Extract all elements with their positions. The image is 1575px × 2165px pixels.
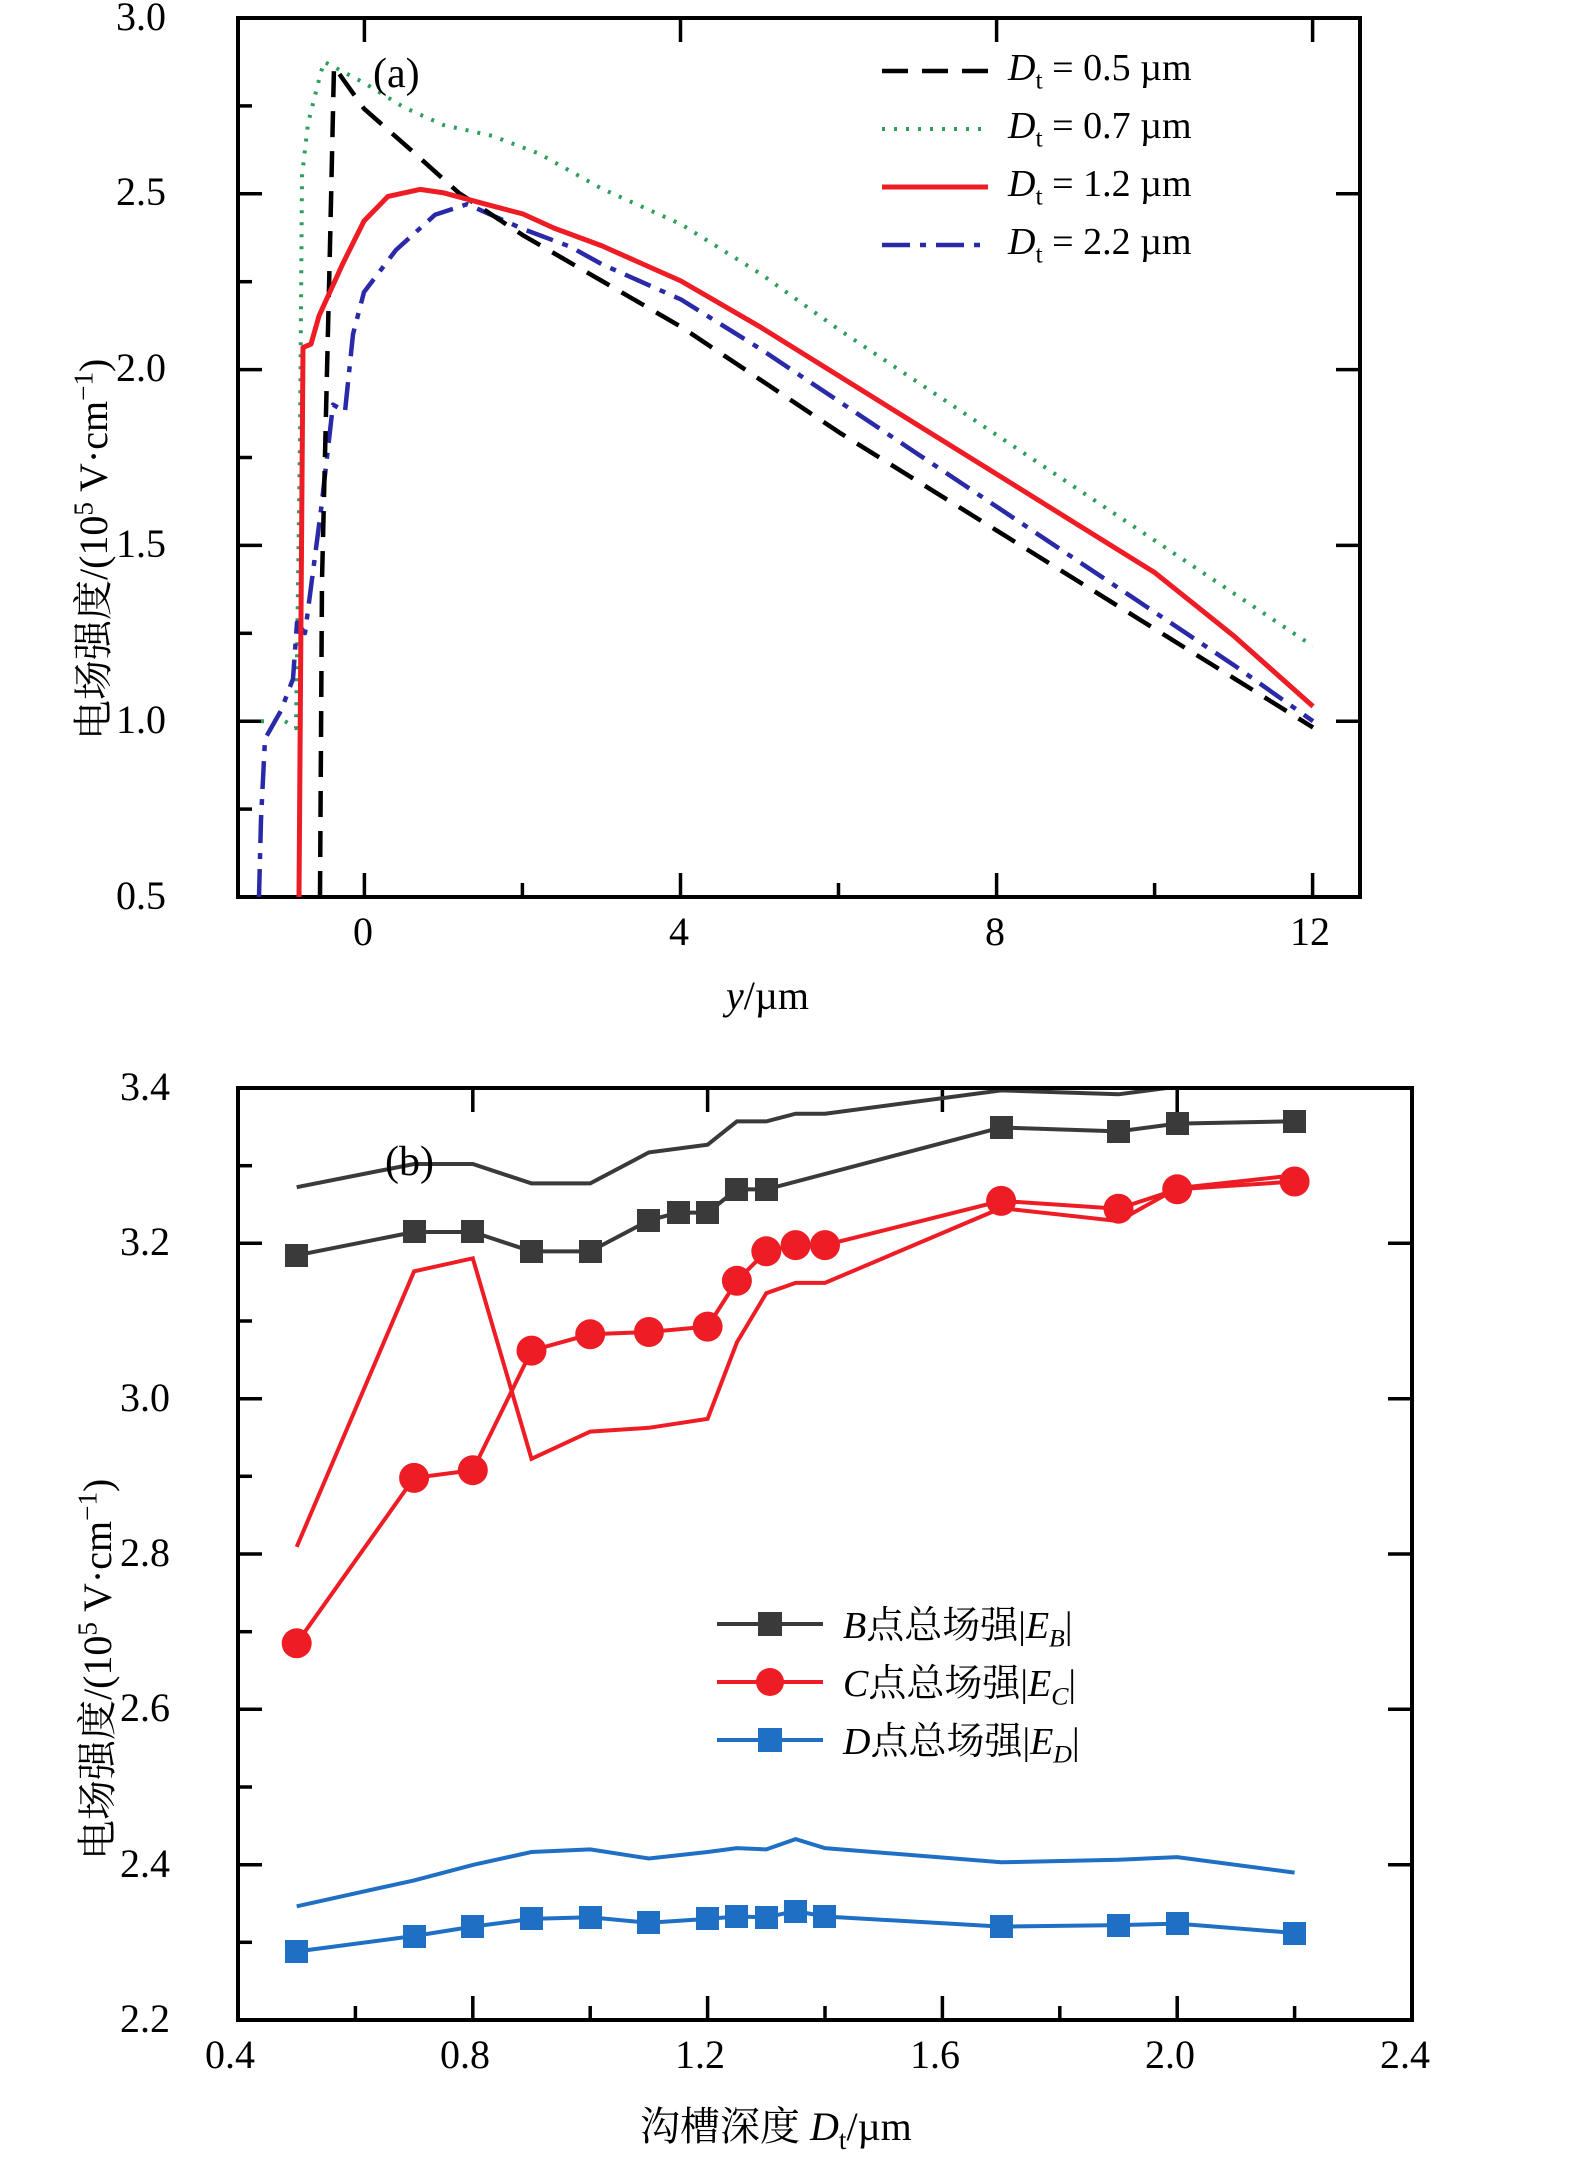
- legend-label-dt05: [1008, 46, 1192, 96]
- panel-b-ylabel: [66, 1479, 123, 1860]
- legend-sample-EB: [715, 1609, 825, 1639]
- panel-b-ytick-0: 2.2: [120, 1996, 170, 2041]
- panel-b-ytick-3: 2.8: [120, 1530, 170, 1575]
- legend-label-EB: [843, 1594, 1072, 1654]
- legend-label-dt22-post: = 2.2 µm: [1042, 221, 1192, 264]
- markers-EC: [282, 1167, 1310, 1659]
- panel-b-xlabel-pre: 沟槽深度: [640, 2104, 810, 2149]
- legend-label-dt05-post: = 0.5 µm: [1042, 47, 1192, 90]
- panel-a-ylabel-exp2: −1: [68, 371, 99, 401]
- legend-label-dt12-post: = 1.2 µm: [1042, 163, 1192, 206]
- panel-b-ytick-4: 3.0: [120, 1375, 170, 1420]
- legend-item-EC: [715, 1653, 1080, 1711]
- legend-label-EB-e: |: [1064, 1605, 1073, 1648]
- panel-a-plot: [0, 0, 1575, 1060]
- legend-label-ED-d: D: [1053, 1739, 1072, 1769]
- panel-b-ylabel-exp: 5: [72, 1621, 103, 1636]
- legend-label-dt22-var: D: [1008, 221, 1036, 264]
- panel-a: [0, 0, 1575, 1060]
- panel-b-ytick-5: 3.2: [120, 1219, 170, 1264]
- panel-b-xlabel-var: D: [810, 2104, 839, 2149]
- legend-label-dt07-var: D: [1008, 105, 1036, 148]
- panel-a-xtick-2: 8: [985, 909, 1005, 954]
- legend-label-ED-c: E: [1030, 1721, 1054, 1764]
- legend-sample-dt07: [880, 114, 990, 144]
- panel-b-tag: (b): [385, 1139, 434, 1185]
- legend-item-EB: [715, 1595, 1080, 1653]
- panel-a-ylabel-pre: 电场强度/(10: [71, 515, 116, 740]
- legend-sample-dt22: [880, 230, 990, 260]
- series-dt22: [259, 204, 1313, 897]
- legend-label-dt12-var: D: [1008, 163, 1036, 206]
- legend-label-dt07-post: = 0.7 µm: [1042, 105, 1192, 148]
- legend-sample-dt12: [880, 172, 990, 202]
- legend-item-ED: [715, 1711, 1080, 1769]
- legend-label-dt07-sub: t: [1035, 123, 1043, 153]
- legend-label-EB-c: E: [1025, 1605, 1050, 1648]
- legend-label-dt22-sub: t: [1035, 239, 1043, 269]
- legend-label-ED-a: D: [843, 1721, 871, 1764]
- panel-a-xtick-0: 0: [353, 909, 373, 954]
- legend-label-dt12-sub: t: [1035, 181, 1043, 211]
- series-dt12: [299, 189, 1313, 897]
- panel-a-xlabel: [726, 972, 809, 1019]
- panel-b-ylabel-exp2: −1: [72, 1491, 103, 1521]
- legend-item-dt07: [880, 100, 1192, 158]
- legend-sample-EC: [715, 1667, 825, 1697]
- legend-label-EB-a: B: [843, 1605, 867, 1648]
- panel-b-ytick-1: 2.4: [120, 1841, 170, 1886]
- panel-b-xlabel-sub: t: [838, 2125, 847, 2155]
- panel-b-xtick-2: 1.2: [675, 2032, 725, 2077]
- panel-b-ylabel-post: V·cm: [75, 1520, 120, 1622]
- legend-label-EC-e: |: [1068, 1663, 1077, 1706]
- panel-b-xlabel: [640, 2095, 912, 2156]
- legend-label-ED-b: 点总场强|: [870, 1721, 1031, 1764]
- panel-a-legend: [880, 42, 1192, 274]
- legend-label-dt22: [1008, 220, 1192, 270]
- panel-b-ylabel-end: ): [75, 1478, 120, 1492]
- legend-item-dt12: [880, 158, 1192, 216]
- panel-a-ytick-2: 1.5: [116, 521, 166, 566]
- panel-b-legend-box: [715, 1595, 1080, 1769]
- legend-label-dt05-var: D: [1008, 47, 1036, 90]
- legend-label-dt05-sub: t: [1035, 65, 1043, 95]
- panel-a-ytick-4: 2.5: [116, 169, 166, 214]
- legend-label-EC-a: C: [843, 1663, 869, 1706]
- panel-a-axes: [238, 18, 1360, 897]
- panel-a-xlabel-var: y: [726, 973, 744, 1018]
- panel-a-xtick-1: 4: [669, 909, 689, 954]
- legend-label-dt07: [1008, 104, 1192, 154]
- panel-b-xtick-5: 2.4: [1380, 2032, 1430, 2077]
- panel-a-ytick-1: 1.0: [116, 697, 166, 742]
- legend-label-dt12: [1008, 162, 1192, 212]
- panel-b-ytick-6: 3.4: [120, 1064, 170, 1109]
- legend-label-EC-b: 点总场强|: [868, 1663, 1028, 1706]
- legend-label-EC-c: E: [1027, 1663, 1052, 1706]
- panel-a-tag: (a): [373, 51, 420, 97]
- legend-sample-dt05: [880, 56, 990, 86]
- panel-a-y-ticks: [238, 18, 1360, 897]
- panel-a-ylabel-end: ): [71, 358, 116, 372]
- panel-a-ytick-3: 2.0: [116, 345, 166, 390]
- legend-item-dt05: [880, 42, 1192, 100]
- legend-label-EC-d: C: [1051, 1681, 1069, 1711]
- panel-a-ytick-0: 0.5: [116, 873, 166, 918]
- legend-label-ED-e: |: [1071, 1721, 1080, 1764]
- panel-a-ylabel: [62, 359, 119, 740]
- legend-sample-ED: [715, 1725, 825, 1755]
- legend-label-EB-d: B: [1049, 1623, 1065, 1653]
- legend-label-ED: [843, 1710, 1080, 1770]
- panel-a-ylabel-exp: 5: [68, 501, 99, 516]
- panel-b-ytick-2: 2.6: [120, 1685, 170, 1730]
- panel-b-xtick-0: 0.4: [205, 2032, 255, 2077]
- panel-b-xlabel-post: /µm: [846, 2104, 912, 2149]
- legend-label-EC: [843, 1652, 1076, 1712]
- panel-b-xtick-4: 2.0: [1145, 2032, 1195, 2077]
- panel-a-xlabel-unit: /µm: [743, 973, 810, 1018]
- panel-a-ytick-5: 3.0: [116, 0, 166, 39]
- panel-a-xtick-3: 12: [1290, 909, 1330, 954]
- panel-a-ylabel-post: V·cm: [71, 400, 116, 502]
- legend-label-EB-b: 点总场强|: [866, 1605, 1026, 1648]
- panel-b-xtick-1: 0.8: [440, 2032, 490, 2077]
- panel-b-ylabel-pre: 电场强度/(10: [75, 1635, 120, 1860]
- panel-b-xtick-3: 1.6: [910, 2032, 960, 2077]
- legend-item-dt22: [880, 216, 1192, 274]
